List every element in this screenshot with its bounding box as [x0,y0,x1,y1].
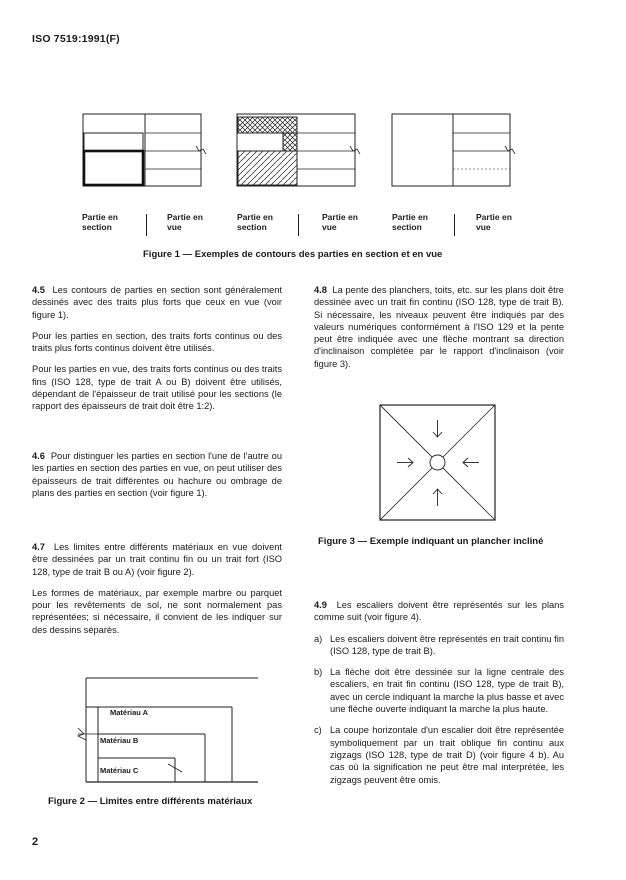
list-item: a) Les escaliers doivent être représentés en trait continu fin (ISO 128, type de trait B). [314,633,564,656]
section-4-8-para-1: 4.8 La pente des planchers, toits, etc. sur les plans doit être dessinée avec un trait fin continu (ISO 128, type de trait B). Si nécessaire, les niveaux peuvent être indiqués par des valeurs numériques conformément à l'ISO 129 et la pente peut être indiquée avec une flèche montrant sa direction d'inclinaison complétée par le rapport d'inclinaison (voir figure 3). [314,285,564,369]
figure-2-material-a: Matériau A [110,708,149,717]
section-4-7 [32,541,282,636]
section-4-6-para-1: 4.6 Pour distinguer les parties en section l'une de l'autre ou les parties en section des parties en vue, on peut utiliser des épaisseurs de trait différentes ou hachure ou ombrage de plans des parties en section (voir figure 1). [32,451,282,498]
figure-2-caption: Figure 2 — Limites entre différents matériaux [48,796,253,807]
figure-2-drawing [0,670,300,790]
figure-2-material-c: Matériau C [100,766,139,775]
section-4-5-para-2: Pour les parties en section, des traits forts continus ou des traits plus forts continus doivent être utilisés. [32,330,282,354]
list-item: c) La coupe horizontale d'un escalier doit être représentée symboliquement par un trait oblique fin continu aux zigzags (ISO 128, type de trait D) (voir figure 4 b). Au cas où la signification ne peut être mal interprétée, les zigzags peuvent être omis. [314,725,564,785]
page-number: 2 [32,836,39,848]
list-item: b) La flèche doit être dessinée sur la ligne centrale des escaliers, en trait fin continu (ISO 128, type de trait B), avec un cercle indiquant la marche la plus basse et avec une flèche ouverte indiquant la marche la plus haute. [314,667,564,715]
figure-2-material-b: Matériau B [100,736,139,745]
standard-header: ISO 7519:1991(F) [32,33,120,45]
figure-1-label-section-c: Partie en section [392,212,428,232]
figure-1-label-view-c: Partie en vue [476,212,512,232]
figure-1-label-section-a: Partie en section [82,212,118,232]
section-4-7-para-1: 4.7 Les limites entre différents matériaux en vue doivent être dessinées par un trait continu fin ou un trait fort (ISO 128, type de trait B ou A) (voir figure 2). [32,542,282,577]
section-4-9-intro: 4.9 Les escaliers doivent être représentés sur les plans comme suit (voir figure 4). [314,600,565,623]
figure-1-label-view-a: Partie en vue [167,212,203,232]
section-4-7-para-2: Les formes de matériaux, par exemple marbre ou parquet pour les revêtements de sol, ne sont normalement pas représentées; si nécessaire, il convient de les indiquer sur des dessins séparés. [32,587,282,635]
figure-1-label-view-b: Partie en vue [322,212,358,232]
figure-3-caption: Figure 3 — Exemple indiquant un plancher incliné [318,536,544,547]
figure-1-caption: Figure 1 — Exemples de contours des parties en section et en vue [143,249,443,260]
section-4-5-para-3: Pour les parties en vue, des traits forts continus ou des traits fins (ISO 128, type de trait A ou B) doivent être utilisés, dépendant de l'épaisseur de trait utilisé pour les sections (le rapport des épaisseurs de trait doit être 1:2). [32,364,282,412]
section-4-5-para-1: 4.5 Les contours de parties en section sont généralement dessinés avec des traits plus forts que ceux en vue (voir figure 1). [32,285,282,320]
figure-1-label-section-b: Partie en section [237,212,273,232]
section-4-9 [314,599,564,786]
